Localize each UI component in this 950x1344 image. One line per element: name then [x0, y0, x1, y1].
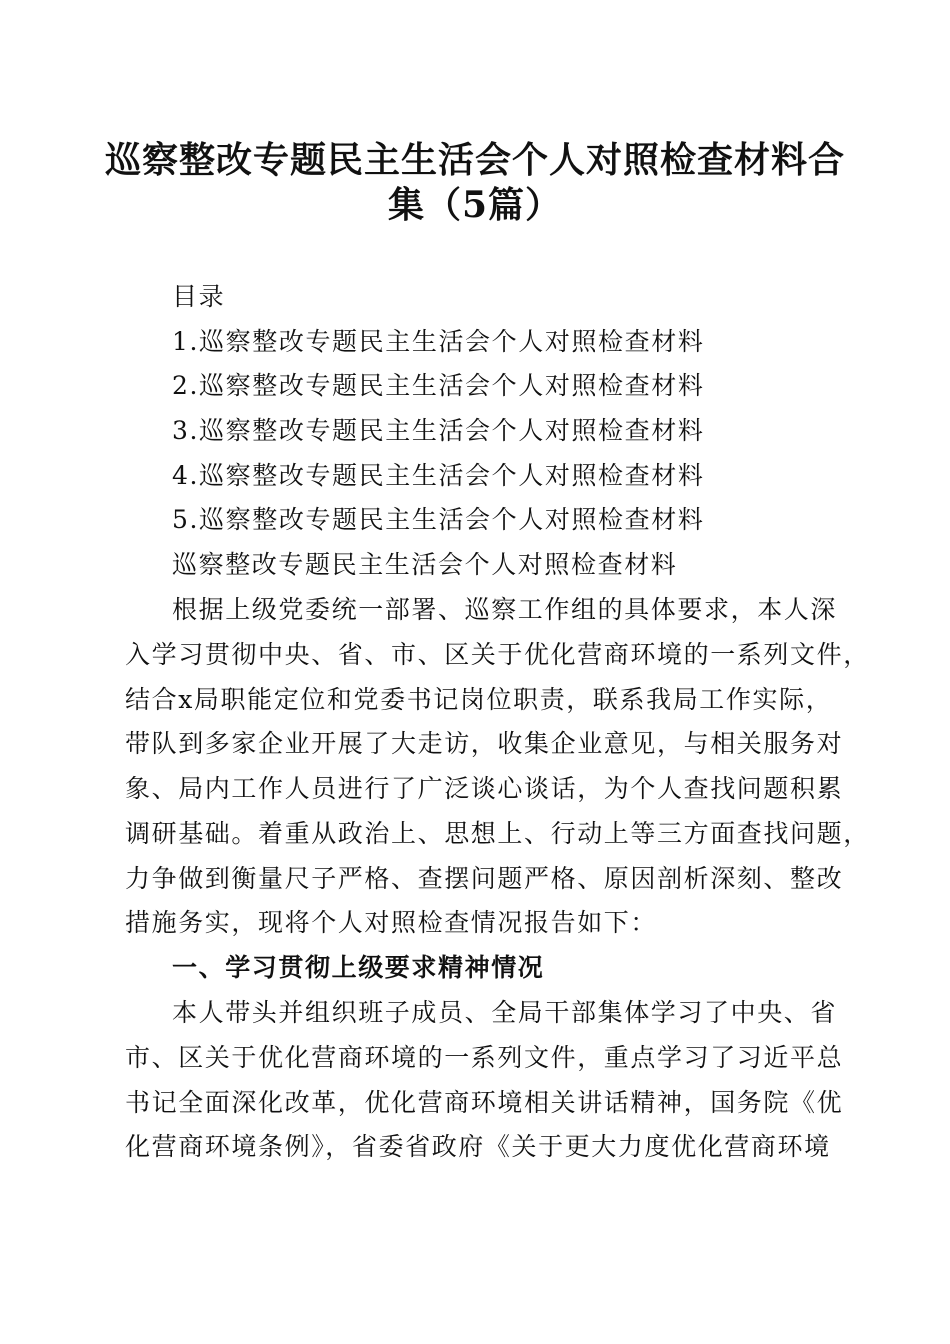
toc-item: 5.巡察整改专题民主生活会个人对照检查材料 — [172, 505, 705, 534]
toc-item: 3.巡察整改专题民主生活会个人对照检查材料 — [172, 416, 705, 445]
section-line: 化营商环境条例》，省委省政府《关于更大力度优化营商环境 — [125, 1132, 831, 1161]
toc-item: 1.巡察整改专题民主生活会个人对照检查材料 — [172, 327, 705, 356]
section-line: 书记全面深化改革，优化营商环境相关讲话精神，国务院《优 — [125, 1088, 844, 1117]
intro-line: 调研基础。着重从政治上、思想上、行动上等三方面查找问题， — [125, 819, 870, 848]
intro-line: 带队到多家企业开展了大走访，收集企业意见，与相关服务对 — [125, 729, 844, 758]
intro-line: 结合x局职能定位和党委书记岗位职责，联系我局工作实际， — [125, 685, 833, 714]
document-title-line-1: 巡察整改专题民主生活会个人对照检查材料合 — [104, 139, 845, 181]
intro-line: 象、局内工作人员进行了广泛谈心谈话，为个人查找问题积累 — [125, 774, 844, 803]
section-line: 本人带头并组织班子成员、全局干部集体学习了中央、省 — [172, 998, 838, 1027]
article-title: 巡察整改专题民主生活会个人对照检查材料 — [172, 550, 678, 579]
toc-label: 目录 — [172, 282, 226, 311]
intro-line: 力争做到衡量尺子严格、查摆问题严格、原因剖析深刻、整改 — [125, 864, 844, 893]
toc-item: 4.巡察整改专题民主生活会个人对照检查材料 — [172, 461, 705, 490]
intro-line: 入学习贯彻中央、省、市、区关于优化营商环境的一系列文件， — [125, 640, 870, 669]
document-title-line-2: 集（5篇） — [387, 184, 563, 226]
intro-line: 措施务实，现将个人对照检查情况报告如下： — [125, 908, 658, 937]
section-line: 市、区关于优化营商环境的一系列文件，重点学习了习近平总 — [125, 1043, 844, 1072]
section-heading: 一、学习贯彻上级要求精神情况 — [172, 953, 545, 982]
toc-item: 2.巡察整改专题民主生活会个人对照检查材料 — [172, 371, 705, 400]
intro-line: 根据上级党委统一部署、巡察工作组的具体要求，本人深 — [172, 595, 838, 624]
